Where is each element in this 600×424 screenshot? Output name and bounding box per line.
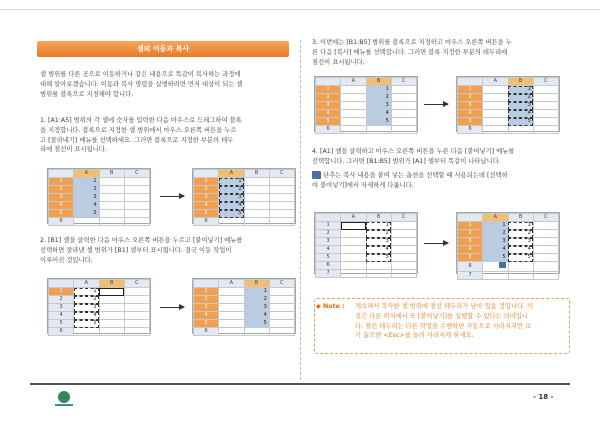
step-3-text: 3. 이번에는 [B1:B5] 범위를 블록으로 지정하고 마우스 오른쪽 버튼을 누 른 다음 [복사] 메뉴를 선택합니다. 그러면 블록 지정한 부분의 테두리에 점선이 표시됩니다. [312, 39, 512, 66]
page-top-border [0, 0, 600, 10]
step-4-text: 4. [A1] 셀을 클릭하고 마우스 오른쪽 버튼을 누른 다음 [붙여넣기] 메뉴를 선택합니다. 그러면 [B1:B5] 범위가 [A1] 셀부터 똑같이 나타납니다. [312, 148, 515, 165]
spreadsheet-3b: A B C 1 1 2 2 3 3 4 4 5 5 6 [456, 76, 560, 132]
step-1-text: 1. [A1:A5] 범위의 각 셀에 숫자를 입력한 다음 마우스로 드래그하여 블록 을 지정합니다. 블록으로 지정한 셀 범위에서 마우스 오른쪽 버튼을 누르 고 [잘라내기] 메뉴를 선택하세요. 그러면 블록으로 지정한 부분의 테두 리에 점선이 표시됩니다. [40, 117, 242, 154]
tip-text: 단추는 복사 내용을 붙여 넣는 옵션을 선택할 때 사용되는데 [선택하 여 붙여넣기]에서 자세하게 다룹니다. [312, 172, 508, 189]
arrow-right-icon [424, 243, 448, 244]
spreadsheet-2b: A B C 1 1 2 2 3 3 4 4 5 5 6 [192, 278, 296, 334]
paste-options-icon [312, 171, 321, 179]
arrow-right-icon [424, 104, 448, 105]
spreadsheet-1b: A B C 1 1 2 2 3 3 4 4 5 5 6 [192, 168, 296, 224]
spreadsheet-4a: A B C 1 1 2 2 3 3 4 4 5 5 6 7 [314, 212, 418, 274]
page-number: - 18 - [533, 393, 554, 401]
arrow-right-icon [160, 307, 184, 308]
spreadsheet-1a: A B C 1 1 2 2 3 3 4 4 5 5 6 [47, 168, 151, 224]
arrow-right-icon [160, 196, 184, 197]
note-label: ◆ Note : [316, 303, 345, 310]
section-title: 셀의 이동과 복사 [37, 41, 289, 57]
step-2-text: 2. [B1] 셀을 클릭한 다음 마우스 오른쪽 버튼을 누르고 [붙여넣기] 메뉴를 선택하면 잘라낸 셀 범위가 [B1] 셀부터 표시됩니다. 결국 이동 작업이 이루어진 것입니다. [40, 237, 243, 264]
spreadsheet-2a: A B C 1 1 2 2 3 3 4 4 5 5 6 [47, 278, 151, 334]
spreadsheet-3a: A B C 1 1 2 2 3 3 4 4 5 5 6 [314, 76, 418, 132]
footer-line [30, 383, 570, 385]
column-divider [300, 40, 301, 380]
note-text: 계속해서 복사한 셀 범위에 점선 테두리가 남아 있을 것입니다. 이 것은 다른 위치에서 또 [붙여넣기]를 실행할 수 있다는 의미입니 다. 점선 테두리는 다른 작업을 수행하면 자동으로 사라지지만 보 기 싫으면 <Esc>를 눌러 사라지게 하세요. [355, 303, 534, 340]
spreadsheet-4b: A B C 1 1 1 2 2 2 3 3 3 4 4 4 5 5 5 6 7 [456, 212, 560, 274]
intro-text: 셀 범위를 다른 곳으로 이동하거나 같은 내용으로 똑같이 복사하는 과정에 대해 알아보겠습니다. 이동과 복사 명령을 실행하려면 먼저 대상이 되는 셀 범위를 블록으로 지정해야 합니다. [40, 71, 243, 98]
logo-icon [52, 389, 76, 409]
